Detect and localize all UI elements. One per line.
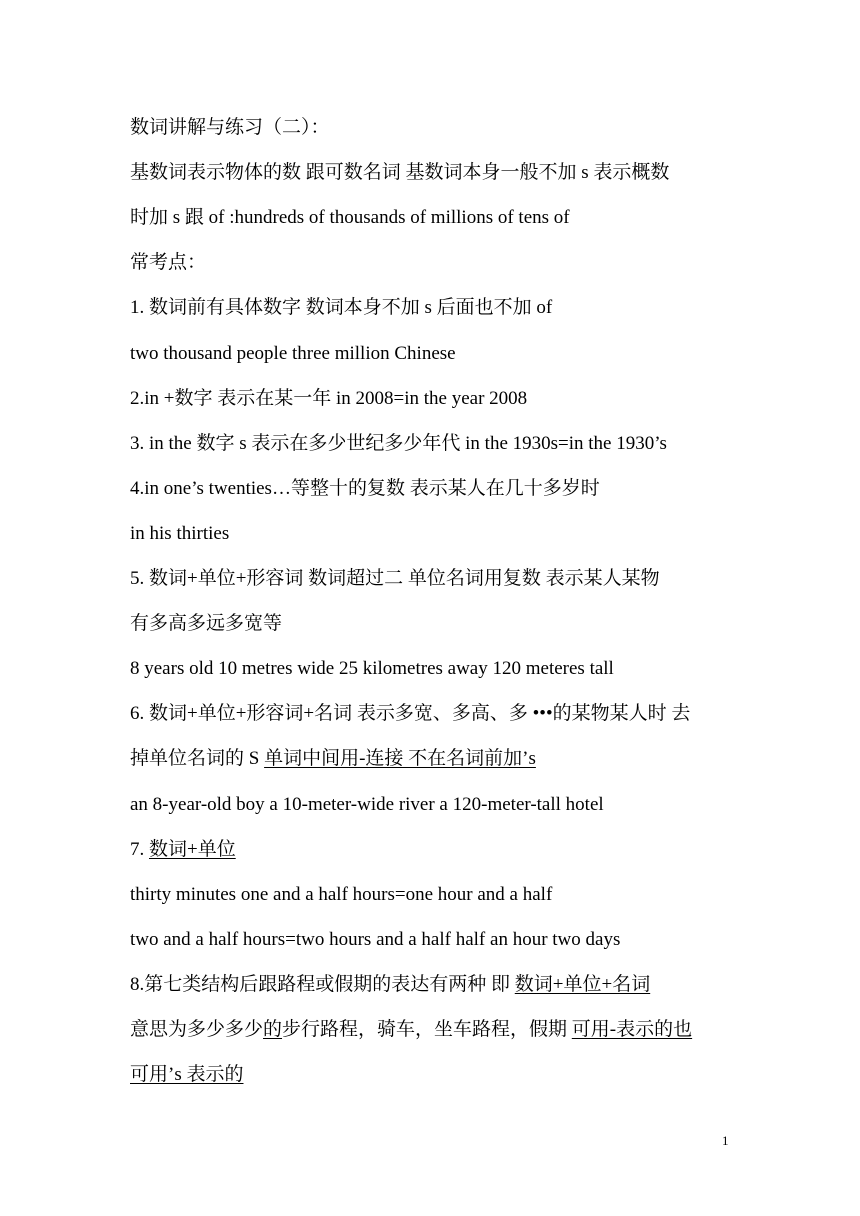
text-segment: 数词讲解与练习（二）：: [130, 117, 330, 138]
text-segment: 7.: [130, 839, 149, 860]
underlined-text: 可用-表示的也: [571, 1019, 693, 1040]
underlined-text: 的: [263, 1019, 283, 1040]
text-line: [130, 432, 740, 456]
text-line: [130, 702, 740, 726]
text-line: [130, 116, 740, 140]
text-line: [130, 883, 740, 907]
text-line: [130, 793, 740, 817]
underlined-text: 可用’s 表示的: [130, 1064, 244, 1085]
text-segment: 时加 s 跟 of :hundreds of thousands of millions of tens of: [130, 207, 570, 228]
underlined-text: 数词+单位+名词: [514, 974, 651, 995]
page-number: 1: [722, 1133, 729, 1148]
underlined-text: 单词中间用-连接 不在名词前加’s: [264, 748, 536, 769]
text-segment: 6. 数词+单位+形容词+名词 表示多宽、多高、多 •••的某物某人时 去: [130, 703, 691, 724]
text-line: [130, 522, 740, 546]
text-line: [130, 928, 740, 952]
text-segment: 意思为多少多少: [130, 1019, 264, 1040]
underlined-text: 数词+单位: [149, 839, 236, 860]
text-line: [130, 657, 740, 681]
text-segment: 掉单位名词的 S: [130, 748, 265, 769]
text-line: [130, 973, 740, 997]
text-segment: 基数词表示物体的数 跟可数名词 基数词本身一般不加 s 表示概数: [130, 162, 670, 183]
text-line: [130, 342, 740, 366]
text-segment: 有多高多远多宽等: [130, 613, 283, 634]
text-segment: 步行路程，骑车，坐车路程，假期: [282, 1019, 572, 1040]
text-segment: 8 years old 10 metres wide 25 kilometres away 120 meteres tall: [130, 658, 614, 679]
text-line: [130, 477, 740, 501]
text-line: [130, 387, 740, 411]
text-line: [130, 1063, 740, 1087]
text-line: [130, 1018, 740, 1042]
text-line: [130, 612, 740, 636]
text-segment: an 8-year-old boy a 10-meter-wide river a 120-meter-tall hotel: [130, 794, 604, 815]
text-segment: 1. 数词前有具体数字 数词本身不加 s 后面也不加 of: [130, 297, 553, 318]
text-line: [130, 206, 740, 230]
text-line: [130, 747, 740, 771]
text-segment: 常考点：: [130, 252, 207, 273]
text-line: [130, 567, 740, 591]
text-line: [130, 251, 740, 275]
text-segment: two and a half hours=two hours and a half half an hour two days: [130, 929, 621, 950]
text-segment: 2.in +数字 表示在某一年 in 2008=in the year 2008: [130, 388, 528, 409]
text-segment: in his thirties: [130, 523, 230, 544]
text-segment: 5. 数词+单位+形容词 数词超过二 单位名词用复数 表示某人某物: [130, 568, 660, 589]
text-segment: 3. in the 数字 s 表示在多少世纪多少年代 in the 1930s=in the 1930’s: [130, 433, 667, 454]
text-segment: thirty minutes one and a half hours=one hour and a half: [130, 884, 553, 905]
text-line: [130, 838, 740, 862]
text-segment: 8.第七类结构后跟路程或假期的表达有两种 即: [130, 974, 515, 995]
text-segment: two thousand people three million Chinese: [130, 343, 456, 364]
text-line: [130, 296, 740, 320]
text-line: [130, 161, 740, 185]
text-segment: 4.in one’s twenties…等整十的复数 表示某人在几十多岁时: [130, 478, 600, 499]
